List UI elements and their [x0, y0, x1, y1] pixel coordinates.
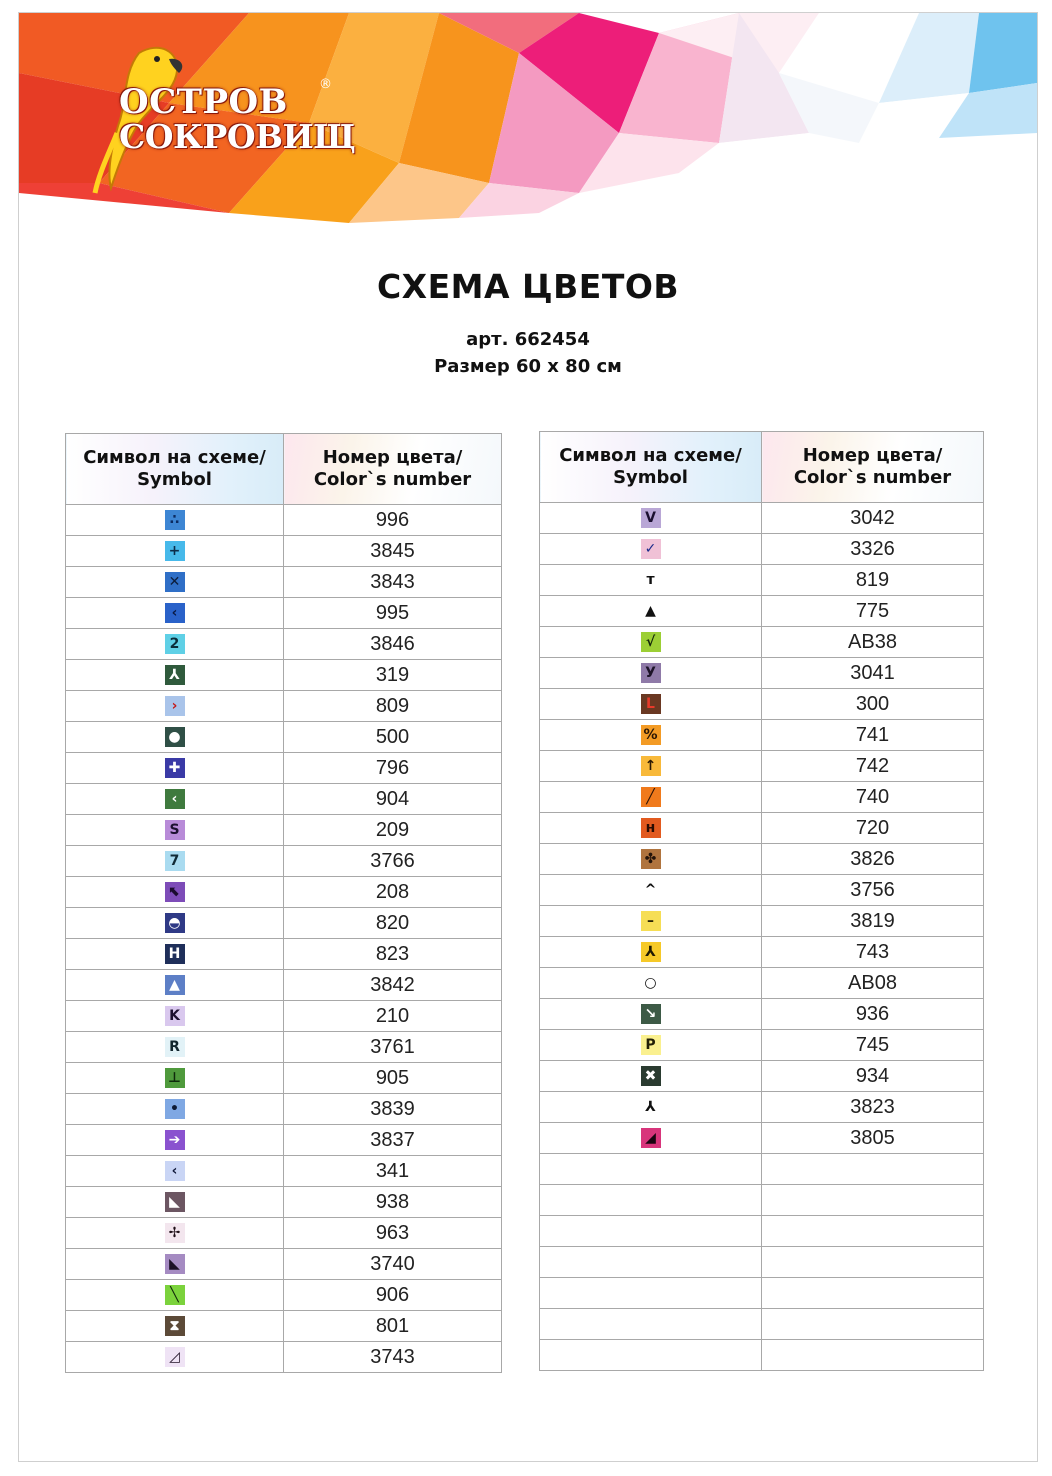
table-row — [66, 1187, 502, 1218]
table-row — [66, 1249, 502, 1280]
stitch-symbol-icon: V — [641, 508, 661, 528]
table-row — [66, 1032, 502, 1063]
symbol-cell — [66, 1342, 284, 1373]
table-row — [66, 536, 502, 567]
stitch-symbol-icon: ⬉ — [165, 882, 185, 902]
stitch-symbol-icon: ⅄ — [641, 1097, 661, 1117]
color-number-cell: 938 — [284, 1187, 502, 1218]
empty-cell — [762, 1247, 984, 1278]
table-row — [540, 658, 984, 689]
empty-cell — [540, 1185, 762, 1216]
table-row — [540, 565, 984, 596]
stitch-symbol-icon: ‹ — [165, 603, 185, 623]
symbol-cell — [66, 629, 284, 660]
brand-line-2: СОКРОВИЩ — [119, 116, 356, 156]
article-number: арт. 662454 — [466, 329, 590, 350]
color-number-cell: 740 — [762, 782, 984, 813]
stitch-symbol-icon: ▲ — [165, 975, 185, 995]
symbol-cell — [66, 1187, 284, 1218]
table-row — [540, 596, 984, 627]
stitch-symbol-icon: ✚ — [165, 758, 185, 778]
table-row — [540, 751, 984, 782]
stitch-symbol-icon: ⊥ — [165, 1068, 185, 1088]
symbol-cell — [540, 968, 762, 999]
symbol-cell — [66, 505, 284, 536]
table-row — [66, 970, 502, 1001]
symbol-cell — [540, 627, 762, 658]
stitch-symbol-icon: ‹ — [165, 1161, 185, 1181]
color-number-cell: 3326 — [762, 534, 984, 565]
stitch-symbol-icon: н — [641, 818, 661, 838]
color-number-column-header — [762, 432, 984, 503]
table-row — [540, 1030, 984, 1061]
stitch-symbol-icon: ◣ — [165, 1192, 185, 1212]
stitch-symbol-icon: – — [641, 911, 661, 931]
symbol-cell — [540, 844, 762, 875]
color-number-cell: 934 — [762, 1061, 984, 1092]
color-number-cell: 743 — [762, 937, 984, 968]
table-row — [66, 1280, 502, 1311]
empty-table-row — [540, 1309, 984, 1340]
table-row — [540, 782, 984, 813]
stitch-symbol-icon: ○ — [641, 973, 661, 993]
stitch-symbol-icon: ╱ — [641, 787, 661, 807]
color-number-cell: 996 — [284, 505, 502, 536]
stitch-symbol-icon: ➔ — [165, 1130, 185, 1150]
symbol-cell — [66, 784, 284, 815]
empty-cell — [762, 1216, 984, 1247]
stitch-symbol-icon: › — [165, 696, 185, 716]
table-header-row — [66, 434, 502, 505]
color-number-cell: 3846 — [284, 629, 502, 660]
symbol-cell — [66, 846, 284, 877]
empty-cell — [540, 1216, 762, 1247]
color-number-cell: 823 — [284, 939, 502, 970]
canvas-size: Размер 60 х 80 см — [434, 356, 622, 377]
stitch-symbol-icon: P — [641, 1035, 661, 1055]
table-row — [540, 968, 984, 999]
color-number-cell: 3756 — [762, 875, 984, 906]
table-row — [540, 720, 984, 751]
stitch-symbol-icon: H — [165, 944, 185, 964]
symbol-cell — [540, 658, 762, 689]
symbol-header-line2: Symbol — [137, 469, 212, 490]
stitch-symbol-icon: √ — [641, 632, 661, 652]
stitch-symbol-icon: ◣ — [165, 1254, 185, 1274]
symbol-cell — [66, 753, 284, 784]
table-row — [66, 629, 502, 660]
table-row — [66, 598, 502, 629]
empty-cell — [540, 1154, 762, 1185]
symbol-cell — [66, 691, 284, 722]
color-number-cell: 319 — [284, 660, 502, 691]
table-row — [540, 534, 984, 565]
color-number-cell: 209 — [284, 815, 502, 846]
stitch-symbol-icon: ‹ — [165, 789, 185, 809]
color-number-cell: 3041 — [762, 658, 984, 689]
table-row — [66, 1311, 502, 1342]
color-number-cell: 775 — [762, 596, 984, 627]
stitch-symbol-icon: ● — [165, 727, 185, 747]
color-number-cell: 3761 — [284, 1032, 502, 1063]
symbol-cell — [66, 1249, 284, 1280]
color-number-cell: 742 — [762, 751, 984, 782]
table-row — [540, 937, 984, 968]
table-row — [66, 1218, 502, 1249]
symbol-cell — [66, 1280, 284, 1311]
symbol-cell — [66, 1311, 284, 1342]
color-number-cell: 3839 — [284, 1094, 502, 1125]
stitch-symbol-icon: ✕ — [165, 572, 185, 592]
symbol-cell — [540, 689, 762, 720]
symbol-cell — [540, 906, 762, 937]
symbol-cell — [66, 939, 284, 970]
symbol-cell — [66, 722, 284, 753]
brand-logo — [119, 82, 356, 156]
symbol-cell — [66, 1001, 284, 1032]
table-row — [66, 1094, 502, 1125]
stitch-symbol-icon: ⅄ — [165, 665, 185, 685]
table-row — [66, 567, 502, 598]
table-row — [540, 1061, 984, 1092]
symbol-cell — [540, 1092, 762, 1123]
stitch-symbol-icon: ✤ — [641, 849, 661, 869]
symbol-cell — [66, 1032, 284, 1063]
table-row — [540, 503, 984, 534]
stitch-symbol-icon: + — [165, 541, 185, 561]
table-row — [66, 1342, 502, 1373]
color-number-cell: 3743 — [284, 1342, 502, 1373]
color-number-column-header — [284, 434, 502, 505]
table-row — [66, 505, 502, 536]
symbol-cell — [540, 782, 762, 813]
page-title: СХЕМА ЦВЕТОВ — [376, 267, 680, 306]
empty-table-row — [540, 1185, 984, 1216]
table-row — [540, 689, 984, 720]
table-row — [66, 877, 502, 908]
symbol-cell — [540, 999, 762, 1030]
symbol-cell — [66, 1125, 284, 1156]
symbol-header-line1: Символ на схеме/ — [559, 445, 742, 466]
stitch-symbol-icon: ↑ — [641, 756, 661, 776]
empty-cell — [762, 1185, 984, 1216]
color-number-cell: 904 — [284, 784, 502, 815]
symbol-cell — [540, 751, 762, 782]
symbol-cell — [540, 1061, 762, 1092]
table-row — [540, 1092, 984, 1123]
empty-table-row — [540, 1278, 984, 1309]
table-row — [66, 691, 502, 722]
empty-table-row — [540, 1216, 984, 1247]
table-row — [66, 660, 502, 691]
symbol-cell — [540, 720, 762, 751]
color-number-cell: 3843 — [284, 567, 502, 598]
table-row — [66, 753, 502, 784]
color-number-cell: 3819 — [762, 906, 984, 937]
stitch-symbol-icon: ∴ — [165, 510, 185, 530]
table-row — [66, 1125, 502, 1156]
stitch-symbol-icon: ⅄ — [641, 942, 661, 962]
color-header-line1: Номер цвета/ — [322, 447, 463, 468]
color-header-line2: Color`s number — [793, 467, 952, 488]
symbol-cell — [66, 598, 284, 629]
symbol-cell — [66, 660, 284, 691]
color-number-cell: AB38 — [762, 627, 984, 658]
empty-cell — [762, 1278, 984, 1309]
color-number-cell: 963 — [284, 1218, 502, 1249]
symbol-cell — [66, 1218, 284, 1249]
empty-cell — [762, 1154, 984, 1185]
symbol-cell — [66, 908, 284, 939]
symbol-column-header — [66, 434, 284, 505]
symbol-cell — [66, 1094, 284, 1125]
table-row — [66, 722, 502, 753]
stitch-symbol-icon: L — [641, 694, 661, 714]
brand-line-1: ОСТРОВ — [119, 82, 288, 122]
symbol-cell — [66, 815, 284, 846]
color-number-cell: 3842 — [284, 970, 502, 1001]
color-number-cell: 3837 — [284, 1125, 502, 1156]
stitch-symbol-icon: ╲ — [165, 1285, 185, 1305]
table-row — [66, 908, 502, 939]
stitch-symbol-icon: ◓ — [165, 913, 185, 933]
symbol-cell — [66, 877, 284, 908]
table-row — [66, 784, 502, 815]
stitch-symbol-icon: ↘ — [641, 1004, 661, 1024]
empty-table-row — [540, 1247, 984, 1278]
stitch-symbol-icon: ⧗ — [165, 1316, 185, 1336]
color-table-right — [539, 431, 984, 1371]
table-header-row — [540, 432, 984, 503]
empty-cell — [540, 1247, 762, 1278]
stitch-symbol-icon: ^ — [641, 880, 661, 900]
table-row — [66, 815, 502, 846]
color-number-cell: 3766 — [284, 846, 502, 877]
symbol-cell — [66, 536, 284, 567]
color-number-cell: AB08 — [762, 968, 984, 999]
stitch-symbol-icon: ✓ — [641, 539, 661, 559]
empty-cell — [762, 1309, 984, 1340]
symbol-cell — [540, 875, 762, 906]
symbol-cell — [540, 1123, 762, 1154]
table-row — [540, 844, 984, 875]
symbol-cell — [540, 813, 762, 844]
symbol-cell — [540, 534, 762, 565]
color-number-cell: 210 — [284, 1001, 502, 1032]
color-header-line1: Номер цвета/ — [802, 445, 943, 466]
table-row — [540, 1123, 984, 1154]
symbol-cell — [66, 970, 284, 1001]
stitch-symbol-icon: У — [641, 663, 661, 683]
empty-cell — [540, 1340, 762, 1371]
stitch-symbol-icon: ✖ — [641, 1066, 661, 1086]
table-row — [66, 1063, 502, 1094]
stitch-symbol-icon: 2 — [165, 634, 185, 654]
symbol-cell — [540, 503, 762, 534]
symbol-header-line2: Symbol — [613, 467, 688, 488]
color-number-cell: 745 — [762, 1030, 984, 1061]
empty-cell — [540, 1309, 762, 1340]
registered-mark: ® — [319, 77, 332, 92]
color-number-cell: 3823 — [762, 1092, 984, 1123]
empty-cell — [762, 1340, 984, 1371]
color-number-cell: 500 — [284, 722, 502, 753]
color-number-cell: 796 — [284, 753, 502, 784]
table-row — [540, 627, 984, 658]
color-number-cell: 819 — [762, 565, 984, 596]
color-number-cell: 3805 — [762, 1123, 984, 1154]
table-row — [66, 1001, 502, 1032]
stitch-symbol-icon: ▲ — [641, 601, 661, 621]
color-number-cell: 820 — [284, 908, 502, 939]
document-page — [18, 12, 1038, 1462]
color-header-line2: Color`s number — [313, 469, 472, 490]
color-number-cell: 741 — [762, 720, 984, 751]
table-row — [540, 999, 984, 1030]
stitch-symbol-icon: R — [165, 1037, 185, 1057]
color-number-cell: 3845 — [284, 536, 502, 567]
table-row — [540, 813, 984, 844]
symbol-cell — [540, 565, 762, 596]
color-number-cell: 341 — [284, 1156, 502, 1187]
stitch-symbol-icon: K — [165, 1006, 185, 1026]
table-row — [66, 1156, 502, 1187]
color-number-cell: 720 — [762, 813, 984, 844]
color-number-cell: 809 — [284, 691, 502, 722]
table-row — [66, 939, 502, 970]
stitch-symbol-icon: ✢ — [165, 1223, 185, 1243]
stitch-symbol-icon: % — [641, 725, 661, 745]
symbol-cell — [540, 937, 762, 968]
stitch-symbol-icon: т — [641, 570, 661, 590]
color-number-cell: 3826 — [762, 844, 984, 875]
color-number-cell: 936 — [762, 999, 984, 1030]
color-number-cell: 995 — [284, 598, 502, 629]
symbol-column-header — [540, 432, 762, 503]
empty-cell — [540, 1278, 762, 1309]
stitch-symbol-icon: ◿ — [165, 1347, 185, 1367]
stitch-symbol-icon: 7 — [165, 851, 185, 871]
stitch-symbol-icon: S — [165, 820, 185, 840]
color-number-cell: 906 — [284, 1280, 502, 1311]
symbol-header-line1: Символ на схеме/ — [83, 447, 266, 468]
symbol-cell — [66, 1063, 284, 1094]
color-number-cell: 3042 — [762, 503, 984, 534]
empty-table-row — [540, 1340, 984, 1371]
color-number-cell: 208 — [284, 877, 502, 908]
color-number-cell: 300 — [762, 689, 984, 720]
empty-table-row — [540, 1154, 984, 1185]
table-row — [540, 906, 984, 937]
color-number-cell: 801 — [284, 1311, 502, 1342]
symbol-cell — [66, 567, 284, 598]
color-table-left — [65, 433, 502, 1373]
symbol-cell — [540, 596, 762, 627]
symbol-cell — [66, 1156, 284, 1187]
table-row — [540, 875, 984, 906]
symbol-cell — [540, 1030, 762, 1061]
color-number-cell: 905 — [284, 1063, 502, 1094]
stitch-symbol-icon: • — [165, 1099, 185, 1119]
table-row — [66, 846, 502, 877]
color-number-cell: 3740 — [284, 1249, 502, 1280]
stitch-symbol-icon: ◢ — [641, 1128, 661, 1148]
